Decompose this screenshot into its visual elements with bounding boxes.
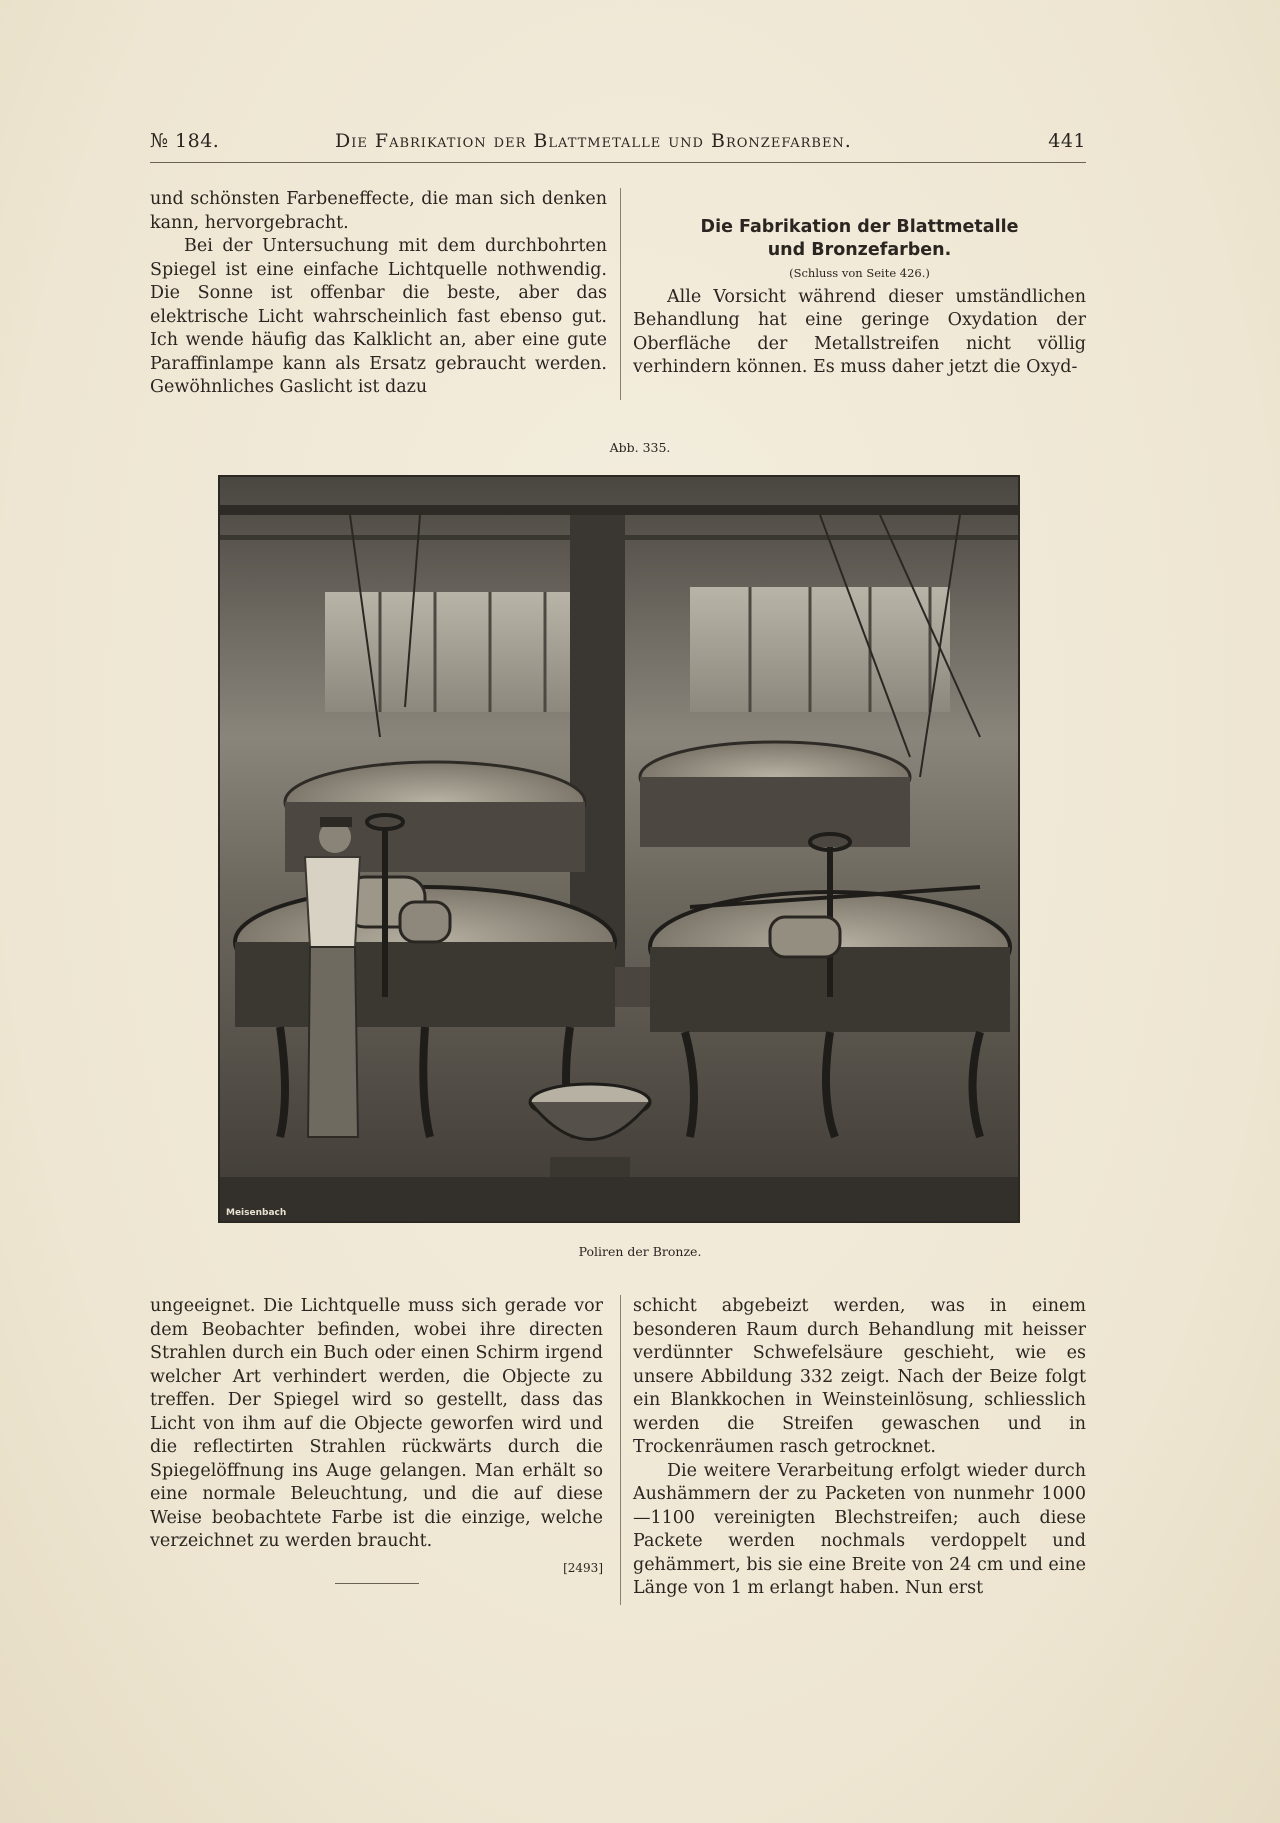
header-rule [150, 162, 1086, 163]
worker-figure [305, 817, 360, 1137]
paragraph: ungeeignet. Die Lichtquelle muss sich gerade vor dem Beobachter befinden, wobei ihre directen Strahlen durch ein Buch oder einen Schirm irgend welcher Art verhindert werden, die Objecte zu treffen. Der Spiegel wird so gestellt, dass das Licht von ihm auf die Objecte geworfen wird und die reflectirten Strahlen rückwärts durch die Spiegelöffnung ins Auge gelangen. Man erhält so eine normale Beleuchtung, und die auf diese Weise beobachtete Farbe ist die einzige, welche verzeichnet zu werden braucht. [150, 1296, 603, 1551]
section-end-rule [335, 1583, 419, 1584]
window-left [325, 592, 590, 712]
figure-label: Abb. 335. [609, 440, 671, 455]
engraving-illustration [220, 477, 1018, 1221]
figure-caption: Poliren der Bronze. [578, 1244, 702, 1259]
top-right-column [633, 216, 1086, 380]
running-header [150, 130, 1086, 158]
article-heading-line1: Die Fabrikation der Blattmetalle [700, 217, 1019, 237]
column-divider-top [620, 188, 621, 400]
reference-number: [2493] [563, 1561, 603, 1575]
paragraph: Bei der Untersuchung mit dem durchbohrten Spiegel ist eine einfache Lichtquelle nothwendig. Die Sonne ist offenbar die beste, aber das elektrische Licht wahrscheinlich fast ebenso gut. Ich wende häufig das Kalklicht an, aber eine gute Paraffinlampe kann als Ersatz gebraucht werden. Gewöhnliches Gaslicht ist dazu [150, 236, 607, 397]
running-title: Die Fabrikation der Blattmetalle und Bronzefarben. [335, 130, 852, 152]
top-left-column [150, 188, 607, 400]
paragraph: und schönsten Farbeneffecte, die man sich denken kann, hervorgebracht. [150, 189, 607, 233]
column-divider-bottom [620, 1295, 621, 1605]
engraving-polishing-bronze [218, 475, 1020, 1223]
paragraph: Alle Vorsicht während dieser umständlichen Behandlung hat eine geringe Oxydation der Oberfläche der Metallstreifen nicht völlig verhindern können. Es muss daher jetzt die Oxyd- [633, 286, 1086, 377]
bottom-right-column [633, 1295, 1086, 1601]
window-right [690, 587, 950, 712]
page-number: 441 [1048, 130, 1086, 152]
article-heading-line2: und Bronzefarben. [767, 240, 952, 260]
engraver-signature: Meisenbach [226, 1208, 287, 1218]
article-subtitle: (Schluss von Seite 426.) [789, 266, 930, 280]
issue-number: № 184. [150, 130, 220, 152]
paragraph: schicht abgebeizt werden, was in einem besonderen Raum durch Behandlung mit heisser verdünnter Schwefelsäure geschieht, wie es unsere Abbildung 332 zeigt. Nach der Beize folgt ein Blankkochen in Weinsteinlösung, schliesslich werden die Streifen gewaschen und in Trockenräumen rasch getrocknet. [633, 1296, 1086, 1457]
bottom-left-column [150, 1295, 603, 1575]
paragraph: Die weitere Verarbeitung erfolgt wieder durch Aushämmern der zu Packeten von nunmehr 1000—1100 vereinigten Blechstreifen; auch diese Packete werden nochmals verdoppelt und gehämmert, bis sie eine Breite von 24 cm und eine Länge von 1 m erlangt haben. Nun erst [633, 1460, 1086, 1598]
